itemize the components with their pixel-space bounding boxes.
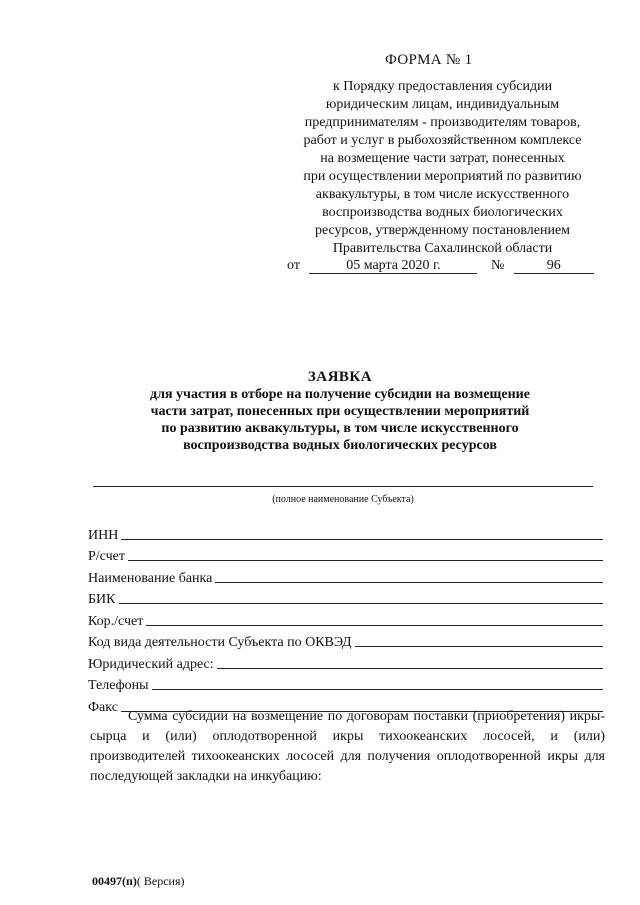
form-title: ФОРМА № 1 bbox=[385, 52, 473, 68]
field-label: Код вида деятельности Субъекта по ОКВЭД bbox=[88, 635, 352, 650]
field-label: ИНН bbox=[88, 527, 119, 543]
number-label: № bbox=[490, 258, 505, 273]
document-version: ( Версия) bbox=[136, 874, 185, 888]
bank-name-input-line[interactable] bbox=[215, 581, 603, 583]
field-inn bbox=[88, 522, 603, 544]
field-label: БИК bbox=[88, 592, 116, 607]
description-line: по развитию аквакультуры, в том числе искусственного bbox=[161, 421, 519, 436]
order-reference-line: аквакультуры, в том числе искусственного bbox=[315, 187, 570, 202]
inn-input-line[interactable] bbox=[121, 538, 603, 540]
field-label: Наименование банка bbox=[88, 570, 213, 586]
order-reference-line: юридическим лицам, индивидуальным bbox=[325, 97, 560, 112]
from-label: от bbox=[287, 258, 300, 273]
field-bik bbox=[88, 587, 603, 609]
description-line: для участия в отборе на получение субсидии на возмещение bbox=[150, 387, 530, 402]
field-phones bbox=[88, 673, 603, 695]
field-label: Р/счет bbox=[88, 549, 125, 564]
description-line: воспроизводства водных биологических ресурсов bbox=[183, 438, 497, 453]
field-okved bbox=[88, 630, 603, 652]
order-reference-line: ресурсов, утвержденному постановлением bbox=[314, 223, 571, 238]
corr-account-input-line[interactable] bbox=[146, 624, 603, 626]
order-date-number bbox=[287, 258, 607, 274]
okved-input-line[interactable] bbox=[355, 645, 604, 647]
field-label: Телефоны bbox=[88, 678, 149, 693]
legal-address-input-line[interactable] bbox=[217, 667, 603, 669]
field-label: Факс bbox=[88, 699, 118, 715]
description-line: части затрат, понесенных при осуществлении мероприятий bbox=[150, 404, 530, 419]
subsidy-amount-paragraph bbox=[90, 707, 605, 787]
application-title: ЗАЯВКА bbox=[307, 369, 373, 385]
document-code: 00497(п) bbox=[92, 874, 137, 888]
order-date: 05 марта 2020 г. bbox=[309, 258, 477, 274]
field-legal-address bbox=[88, 651, 603, 673]
order-reference-line: воспроизводства водных биологических bbox=[322, 205, 563, 220]
bik-input-line[interactable] bbox=[119, 602, 604, 604]
field-label: Юридический адрес: bbox=[88, 656, 214, 672]
account-input-line[interactable] bbox=[128, 559, 603, 561]
field-account bbox=[88, 544, 603, 566]
field-bank-name bbox=[88, 565, 603, 587]
order-number: 96 bbox=[514, 258, 594, 274]
order-reference-line: Правительства Сахалинской области bbox=[332, 241, 553, 256]
order-reference-block bbox=[270, 78, 615, 258]
application-description bbox=[100, 386, 580, 454]
phones-input-line[interactable] bbox=[152, 688, 603, 690]
subject-name-caption: (полное наименование Субъекта) bbox=[272, 494, 414, 505]
requisites-fields bbox=[88, 522, 603, 716]
order-reference-line: работ и услуг в рыбохозяйственном комплексе bbox=[303, 133, 582, 148]
paragraph-text: Сумма субсидии на возмещение по договорам поставки (приобретения) икры-сырца и (или) оплодотворенной икры тихоокеанских лососей, и (или) производителей тихоокеанских лососей для получения оплодотворенной икры для последующей закладки на инкубацию: bbox=[90, 709, 605, 784]
document-footer bbox=[92, 874, 185, 889]
field-label: Кор./счет bbox=[88, 613, 144, 629]
order-reference-line: предпринимателям - производителям товаров, bbox=[304, 115, 581, 130]
order-reference-line: к Порядку предоставления субсидии bbox=[332, 79, 553, 94]
subject-name-field[interactable] bbox=[93, 486, 593, 487]
order-reference-line: на возмещение части затрат, понесенных bbox=[320, 151, 565, 166]
field-corr-account bbox=[88, 608, 603, 630]
order-reference-line: при осуществлении мероприятий по развитию bbox=[303, 169, 582, 184]
